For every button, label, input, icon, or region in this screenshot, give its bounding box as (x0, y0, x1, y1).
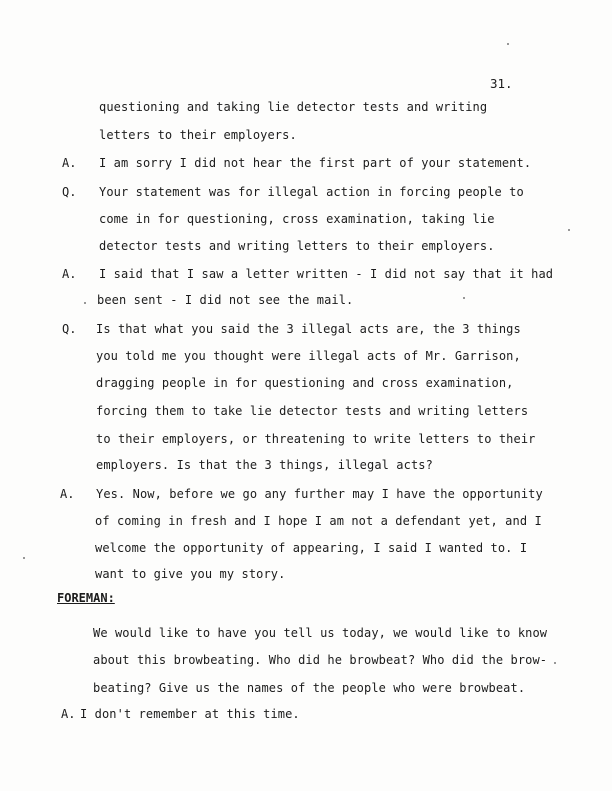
speaker-tag: A. (62, 156, 77, 170)
speaker-tag: A. (60, 487, 75, 501)
transcript-line: Is that what you said the 3 illegal acts are, the 3 things (96, 322, 521, 336)
scan-speck (568, 229, 570, 231)
transcript-line: you told me you thought were illegal acts of Mr. Garrison, (96, 349, 521, 363)
scan-speck (84, 302, 86, 304)
scan-speck (554, 662, 556, 664)
transcript-line: beating? Give us the names of the people who were browbeat. (93, 681, 526, 695)
transcript-line: forcing them to take lie detector tests and writing letters (96, 404, 529, 418)
transcript-line: to their employers, or threatening to write letters to their (96, 432, 536, 446)
scan-speck (507, 43, 509, 45)
transcript-line: questioning and taking lie detector tests and writing (99, 100, 488, 114)
transcript-line: come in for questioning, cross examination, taking lie (99, 212, 495, 226)
transcript-line: welcome the opportunity of appearing, I said I wanted to. I (95, 541, 528, 555)
transcript-line: I said that I saw a letter written - I did not say that it had (99, 267, 554, 281)
transcript-line: Yes. Now, before we go any further may I have the opportunity (96, 487, 543, 501)
page-number: 31. (490, 76, 513, 91)
scan-speck (23, 557, 25, 559)
speaker-tag: Q. (62, 322, 77, 336)
transcript-line: letters to their employers. (99, 128, 297, 142)
transcript-line: of coming in fresh and I hope I am not a defendant yet, and I (95, 514, 542, 528)
foreman-label: FOREMAN: (57, 591, 115, 605)
speaker-tag: Q. (62, 185, 77, 199)
transcript-line: dragging people in for questioning and cross examination, (96, 376, 514, 390)
speaker-tag: A. (61, 707, 76, 721)
transcript-line: We would like to have you tell us today, we would like to know (93, 626, 548, 640)
transcript-line: detector tests and writing letters to their employers. (99, 239, 495, 253)
transcript-line: I don't remember at this time. (80, 707, 300, 721)
transcript-line: I am sorry I did not hear the first part of your statement. (99, 156, 532, 170)
transcript-line: employers. Is that the 3 things, illegal acts? (96, 458, 433, 472)
transcript-line: Your statement was for illegal action in forcing people to (99, 185, 524, 199)
transcript-line: been sent - I did not see the mail. (97, 293, 354, 307)
transcript-line: about this browbeating. Who did he browbeat? Who did the brow- (93, 653, 548, 667)
scan-speck (463, 297, 465, 299)
transcript-line: want to give you my story. (95, 567, 286, 581)
speaker-tag: A. (62, 267, 77, 281)
